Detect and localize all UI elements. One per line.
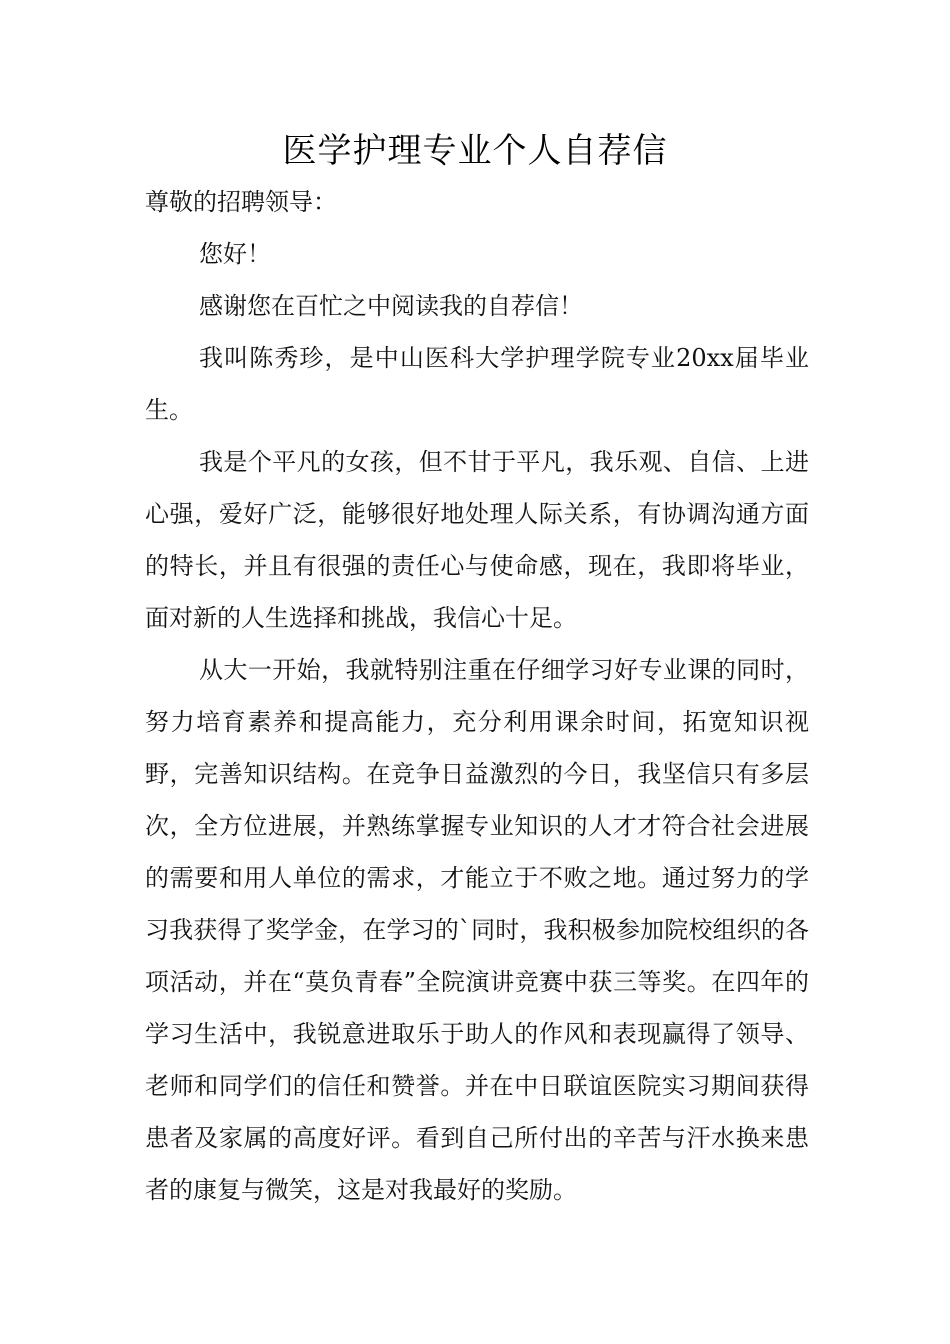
paragraph-personality: 我是个平凡的女孩，但不甘于平凡，我乐观、自信、上进心强，爱好广泛，能够很好地处理人际关系，有协调沟通方面的特长，并且有很强的责任心与使命感，现在，我即将毕业，面对新的人生选择和挑战，我信心十足。	[145, 448, 809, 632]
paragraph-greeting: 您好！	[199, 240, 271, 268]
paragraph-thanks: 感谢您在百忙之中阅读我的自荐信！	[199, 292, 583, 320]
document-title: 医学护理专业个人自荐信	[282, 131, 668, 171]
letter-body	[145, 176, 809, 1216]
salutation: 尊敬的招聘领导：	[145, 188, 337, 216]
paragraph-introduction: 我叫陈秀珍，是中山医科大学护理学院专业20xx届毕业生。	[145, 344, 809, 424]
paragraph-experience: 从大一开始，我就特别注重在仔细学习好专业课的同时，努力培育素养和提高能力，充分利用课余时间，拓宽知识视野，完善知识结构。在竞争日益激烈的今日，我坚信只有多层次，全方位进展，并熟练掌握专业知识的人才才符合社会进展的需要和用人单位的需求，才能立于不败之地。通过努力的学习我获得了奖学金，在学习的`同时，我积极参加院校组织的各项活动，并在“莫负青春”全院演讲竞赛中获三等奖。在四年的学习生活中，我锐意进取乐于助人的作风和表现赢得了领导、老师和同学们的信任和赞誉。并在中日联谊医院实习期间获得患者及家属的高度好评。看到自己所付出的辛苦与汗水换来患者的康复与微笑，这是对我最好的奖励。	[145, 656, 809, 1204]
